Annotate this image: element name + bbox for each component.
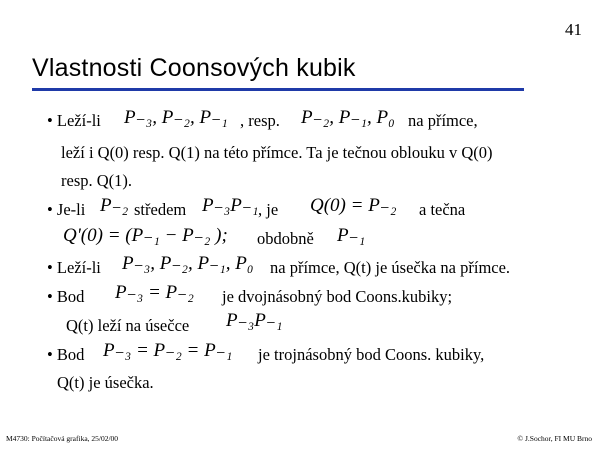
bullet-1-lead: • Leží-li: [47, 111, 101, 130]
page-number: 41: [565, 20, 582, 39]
bullet-4-lead: • Bod: [47, 287, 85, 306]
formula-derivative: Q'(0) = (P₋₁ − P₋₂ );: [63, 225, 228, 246]
bullet-4-line-2: Q(t) leží na úsečce: [66, 316, 190, 335]
formula-point-end: P₋₁: [337, 225, 366, 246]
bullet-1-line-2: leží i Q(0) resp. Q(1) na této přímce. Ta je tečnou oblouku v Q(0): [61, 143, 493, 162]
formula-triple-point: P₋₃ = P₋₂ = P₋₁: [103, 340, 233, 361]
bullet-1-resp: , resp.: [240, 111, 280, 130]
footer-author: © J.Sochor, FI MU Brno: [517, 434, 592, 443]
formula-points-3: P₋₃, P₋₂, P₋₁, P₀: [122, 253, 254, 274]
bullet-4-tail: je dvojnásobný bod Coons.kubiky;: [222, 287, 453, 306]
formula-double-point: P₋₃ = P₋₂: [115, 282, 194, 303]
slide-title: Vlastnosti Coonsových kubik: [32, 54, 356, 82]
bullet-5-lead: • Bod: [47, 345, 85, 364]
formula-points-2: P₋₂, P₋₁, P₀: [301, 107, 395, 128]
bullet-2-stredem: středem: [134, 200, 187, 219]
bullet-2-je: , je: [258, 200, 279, 219]
formula-q0: Q(0) = P₋₂: [310, 195, 397, 216]
bullet-2-obdobne: obdobně: [257, 229, 314, 248]
formula-segment-1: P₋₃P₋₁: [202, 195, 259, 216]
bullet-2-lead: • Je-li: [47, 200, 86, 219]
bullet-5-line-2: Q(t) je úsečka.: [57, 373, 154, 392]
formula-points-1: P₋₃, P₋₂, P₋₁: [124, 107, 228, 128]
bullet-1-tail: na přímce,: [408, 111, 478, 130]
formula-segment-2: P₋₃P₋₁: [226, 310, 283, 331]
bullet-2-tangent: a tečna: [419, 200, 466, 219]
bullet-3-lead: • Leží-li: [47, 258, 101, 277]
bullet-5-tail: je trojnásobný bod Coons. kubiky,: [258, 345, 485, 364]
footer-course: M4730: Počítačová grafika, 25/02/00: [6, 434, 119, 443]
bullet-3-tail: na přímce, Q(t) je úsečka na přímce.: [270, 258, 511, 277]
bullet-1-line-3: resp. Q(1).: [61, 171, 133, 190]
formula-midpoint: P₋₂: [100, 195, 129, 216]
